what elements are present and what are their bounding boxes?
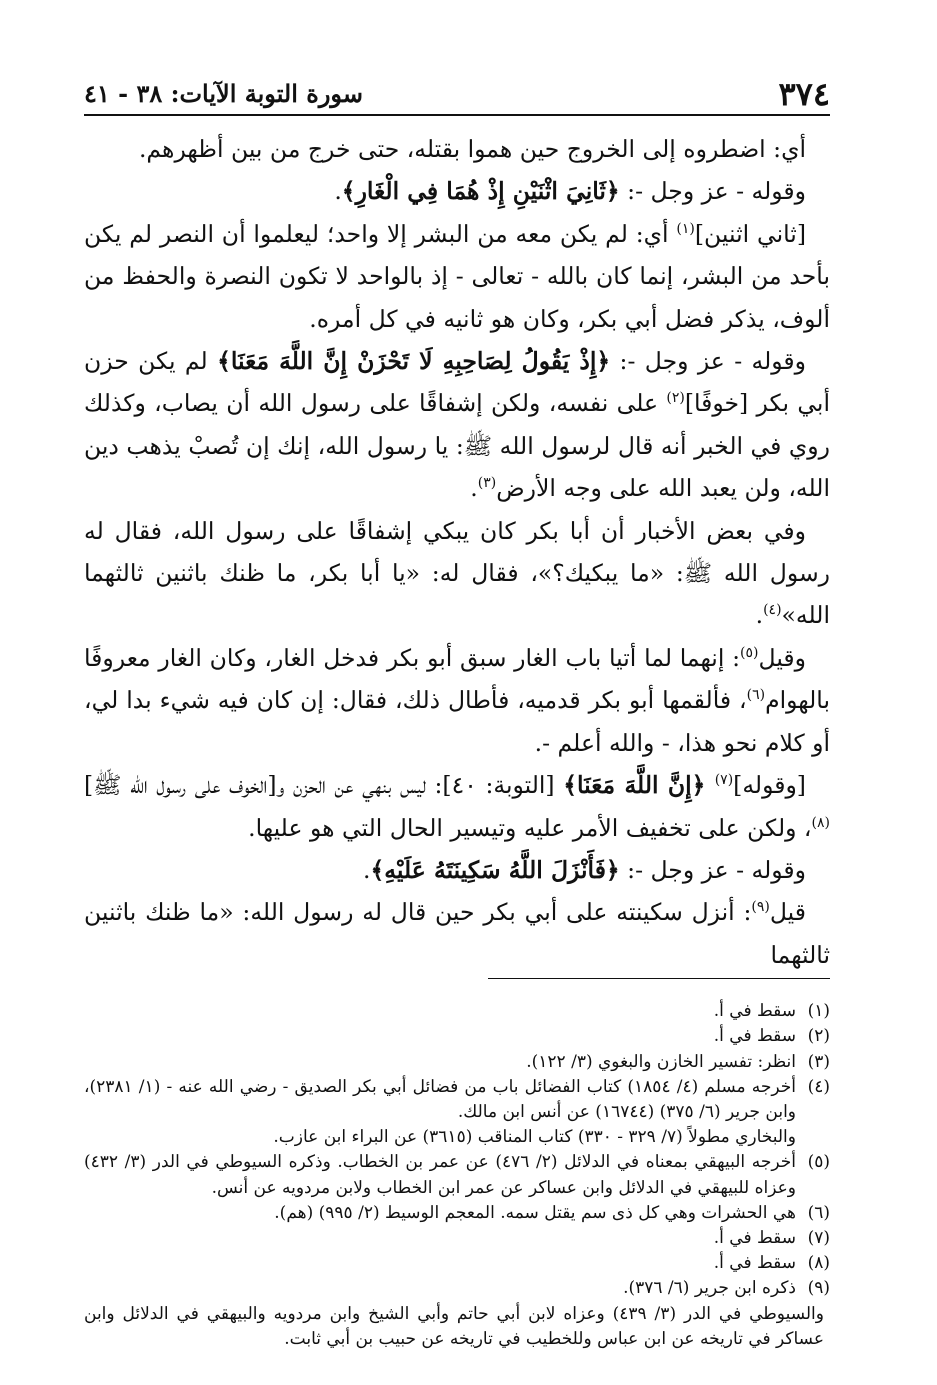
footnote-text: سقط في أ. — [713, 1001, 796, 1022]
paragraph-text: وقوله - عز وجل -: — [610, 347, 806, 376]
paragraph-text: . — [755, 601, 764, 630]
footnote-text: والبخاري مطولاً (٧/ ٣٢٩ - ٣٣٠) كتاب المناقب (٣٦١٥) عن البراء ابن عازب. — [273, 1127, 796, 1148]
paragraph-text: وقوله - عز وجل -: — [619, 177, 806, 206]
paragraph-8 — [84, 849, 830, 891]
paragraph-text: على نفسه، ولكن إشفاقًا على رسول الله أن يصاب، وكذلك روي في الخبر أنه قال لرسول الله ﷺ: يا رسول الله، إنك إن تُصبْ يذهب دين الله، ولن يعبد الله على وجه الأرض — [84, 389, 830, 503]
main-text — [84, 128, 830, 976]
footnote-number: (٣) — [807, 1051, 830, 1072]
paragraph-7 — [84, 764, 830, 849]
footnote — [84, 999, 830, 1024]
footnote-number: (١) — [807, 1001, 830, 1022]
footnote-text: والسيوطي في الدر (٣/ ٤٣٩) وعزاه لابن أبي حاتم وأبي الشيخ وابن مردويه والبيهقي في الدلائل وابن عساكر في تاريخه عن ابن عباس وللخطيب في تاريخه عن حبيب بن أبي ثابت. — [84, 1303, 824, 1349]
footnote-continuation — [84, 1302, 830, 1352]
quran-verse: ﴿ثَانِيَ اثْنَيْنِ إِذْ هُمَا فِي الْغَارِ﴾ — [341, 177, 620, 206]
paragraph-text: قيل — [769, 898, 806, 927]
book-page — [84, 62, 830, 1352]
footnote — [84, 1226, 830, 1251]
footnote — [84, 1050, 830, 1075]
footnote-text: سقط في أ. — [713, 1253, 796, 1274]
footnote-ref[interactable]: (٣) — [477, 475, 497, 492]
footnote-number: (٧) — [807, 1227, 830, 1248]
footnote-number: (٢) — [807, 1026, 830, 1047]
paragraph-6 — [84, 637, 830, 764]
footnote — [84, 1150, 830, 1200]
paragraph-2 — [84, 170, 830, 212]
footnote — [84, 1251, 830, 1276]
paragraph-9 — [84, 891, 830, 976]
footnote — [84, 1075, 830, 1125]
paragraph-text: أي: لم يكن معه من البشر إلا واحد؛ ليعلموا أن النصر لم يكن بأحد من البشر، إنما كان بالله - تعالى - إذ بالواحد لا تكون النصرة والحفظ من ألوف، يذكر فضل أبي بكر، وكان هو ثانيه في كل أمره. — [84, 219, 830, 333]
footnote-text: سقط في أ. — [713, 1026, 796, 1047]
page-header — [84, 62, 830, 116]
footnote-text: هي الحشرات وهي كل ذى سم يقتل سمه. المعجم الوسيط (٢/ ٩٩٥) (هم). — [274, 1202, 796, 1223]
page-number: ٣٧٤ — [778, 75, 830, 113]
footnote — [84, 1276, 830, 1301]
footnote-text: سقط في أ. — [713, 1227, 796, 1248]
paragraph-text: وفي بعض الأخبار أن أبا بكر كان يبكي إشفاقًا على رسول الله، فقال له رسول الله ﷺ: «ما يبكيك؟»، فقال له: «يا أبا بكر، ما ظنك باثنين ثالثهما الله» — [84, 516, 830, 630]
paragraph-text: . — [470, 474, 478, 503]
footnote-number: (٨) — [807, 1253, 830, 1274]
quran-verse: ﴿إِذْ يَقُولُ لِصَاحِبِهِ لَا تَحْزَنْ إِنَّ اللَّهَ مَعَنَا﴾ — [217, 347, 611, 376]
paragraph-5 — [84, 510, 830, 637]
paragraph-text: [ثاني اثنين] — [694, 219, 806, 248]
footnote-ref[interactable]: (٩) — [751, 899, 770, 916]
footnote-ref[interactable]: (١) — [676, 220, 695, 237]
footnote-continuation — [84, 1125, 830, 1150]
footnote-ref[interactable]: (٨) — [811, 814, 830, 831]
footnote-ref[interactable]: (٧) — [714, 772, 734, 789]
paragraph-3 — [84, 213, 830, 340]
paragraph-text: ، ولكن على تخفيف الأمر عليه وتيسير الحال التي هو عليها. — [248, 813, 812, 842]
footnote-ref[interactable]: (٦) — [746, 687, 766, 704]
footnote-text: أخرجه البيهقي بمعناه في الدلائل (٢/ ٤٧٦) عن عمر بن الخطاب. وذكره السيوطي في الدر (٣/ ٤٣٢) وعزاه للبيهقي في الدلائل وابن عساكر عن عمر ابن الخطاب ولابن مردويه عن أنس. — [84, 1152, 796, 1198]
footnote-text: ذكره ابن جرير (٦/ ٣٧٦). — [623, 1278, 796, 1299]
quran-verse: ﴿إِنَّ اللَّهَ مَعَنَا﴾ — [563, 771, 715, 800]
paragraph-text: : إنهما لما أتيا باب الغار سبق أبو بكر فدخل الغار، وكان الغار معروفًا بالهوام — [84, 643, 830, 715]
paragraph-text: : أنزل سكينته على أبي بكر حين قال له رسول الله: «ما ظنك باثنين ثالثهما — [84, 898, 830, 969]
footnotes — [84, 999, 830, 1352]
footnote-ref[interactable]: (٥) — [740, 645, 759, 662]
footnote — [84, 1201, 830, 1226]
paragraph-text: ، فألقمها أبو بكر قدميه، فأطال ذلك، فقال: إن كان فيه شيء بدا لي، أو كلام نحو هذا، - والله أعلم -. — [84, 686, 830, 757]
footnote-number: (٤) — [807, 1076, 830, 1097]
paragraph-4 — [84, 340, 830, 510]
footnote-text: انظر: تفسير الخازن والبغوي (٣/ ١٢٢). — [526, 1051, 796, 1072]
paragraph-1 — [84, 128, 830, 170]
footnote-number: (٥) — [807, 1152, 830, 1173]
paragraph-text: وقيل — [758, 643, 806, 672]
footnote-number: (٦) — [807, 1202, 830, 1223]
paragraph-text: أي: اضطروه إلى الخروج حين هموا بقتله، حتى خرج من بين أظهرهم. — [138, 135, 806, 163]
paragraph-text: [التوبة: ٤٠]: ليس بنهي عن الحزن و[الخوف على رسول الله ﷺ] — [84, 771, 564, 800]
footnote-ref[interactable]: (٢) — [666, 390, 685, 407]
paragraph-text: . — [334, 177, 342, 206]
footnote-text: أخرجه مسلم (٤/ ١٨٥٤) كتاب الفضائل باب من فضائل أبي بكر الصديق - رضي الله عنه - (١/ ٢٣٨١)، وابن جرير (٦/ ٣٧٥) (١٦٧٤٤) عن أنس ابن مالك. — [84, 1076, 796, 1122]
footnote-separator — [488, 978, 830, 979]
paragraph-text: لم يكن حزن أبي بكر [خوفًا] — [84, 347, 830, 418]
paragraph-text: . — [363, 855, 371, 884]
paragraph-text: [وقوله] — [733, 771, 806, 800]
footnote — [84, 1024, 830, 1049]
footnote-ref[interactable]: (٤) — [763, 602, 782, 619]
quran-verse: ﴿فَأَنْزَلَ اللَّهُ سَكِينَتَهُ عَلَيْهِ﴾ — [370, 855, 620, 884]
footnote-number: (٩) — [807, 1278, 830, 1299]
paragraph-text: وقوله - عز وجل -: — [619, 855, 806, 884]
running-title: سورة التوبة الآيات: ٣٨ - ٤١ — [84, 79, 363, 108]
